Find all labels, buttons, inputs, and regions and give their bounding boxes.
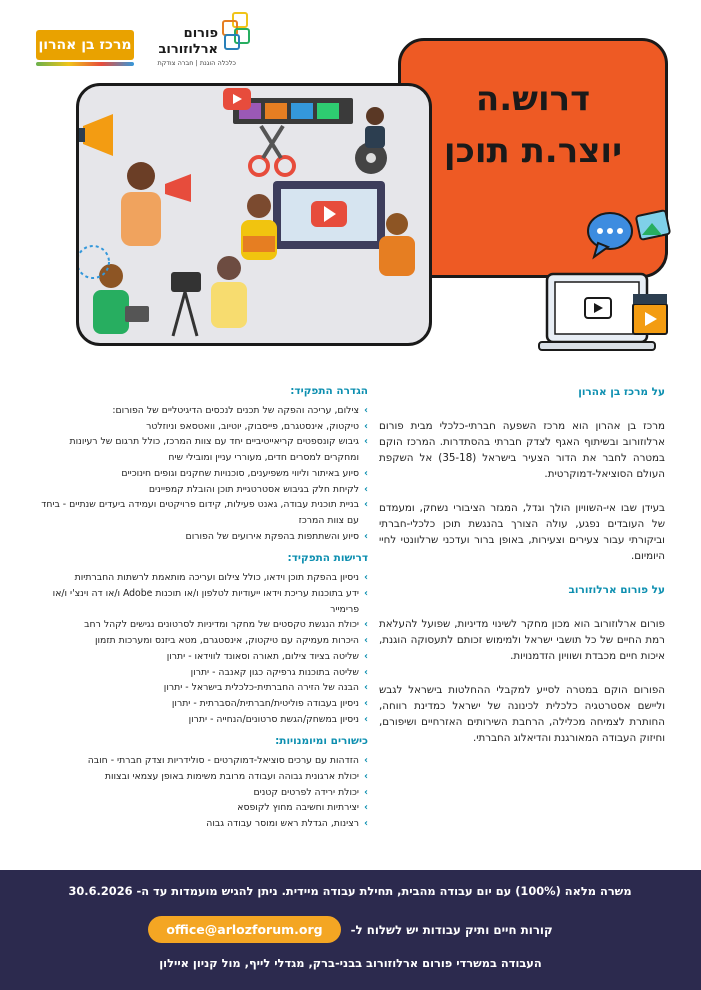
about-forum-paragraph-1: פורום ארלוזורוב הוא מכון מחקר לשינוי מדיניות, שפועל להעלאת רמת החיים של כל תושבי ישראל ולמימוש זכותם לתעסוקה הוגנת, איכות חיים מכבדת ושוויון הזדמנויות. (379, 618, 665, 662)
about-center-paragraph-1: מרכז בן אהרון הוא מרכז השפעה חברתי-כלכלי מבית פורום ארלוזורוב ובשיתוף האגף לצדק חברתי בהסתדרות. המרכז הוקם במטרה לחבר את הדור הצעיר בישראל (35-18) אל השקפת העולם הסוציאל-דמוקרטית. (379, 420, 666, 480)
list-item: › הבנה של הזירה החברתית-כלכלית בישראל - יתרון (36, 680, 368, 696)
forum-logo-tagline: כלכלה הוגנת | חברה צודקת (157, 59, 236, 67)
footer-office-location: העבודה במשרדי פורום ארלוזורוב בבני-ברק, מגדלי לייף, מול קניון איילון (159, 956, 542, 970)
skills-heading: כישורים ומיומנויות: (275, 735, 368, 748)
skills-list (36, 753, 368, 832)
list-item: › לקיחת חלק בגיבוש אסטרטגיית תוכן והובלת קמפיינים (36, 482, 368, 498)
list-item: › סיוע באיתור וליווי משפיענים, סוכנויות שחקנים וגופים חינוכיים (36, 466, 368, 482)
list-item: › יכולת הנגשת טקסטים של מחקר ומדיניות לסרטונים נגישים לקהל רחב (36, 617, 368, 633)
creators-illustration-graphic (76, 86, 429, 346)
forum-logo-line2: ארלוזורוב (158, 42, 218, 57)
footer-job-terms: משרה מלאה (100%) עם יום עבודה מהבית, תחילת עבודה מיידית. ניתן להגיש מועמדות עד ה- 30.6.2026 (68, 884, 632, 898)
ben-aharon-logo (36, 30, 134, 60)
about-column (379, 384, 665, 764)
forum-logo-squares-icon (220, 12, 250, 52)
list-item: › ידע בתוכנות עריכת וידאו ייעודיות לטלפון ו/או תוכנות Adobe ו/או דה וינצ'י ו/או פרימייר (36, 586, 368, 617)
footer-banner (0, 870, 701, 990)
requirements-list (36, 570, 368, 727)
job-details-column (36, 383, 368, 836)
arlozorov-forum-logo (150, 12, 250, 70)
requirements-heading: דרישות התפקיד: (287, 552, 368, 565)
list-item: › ניסיון בעבודה פוליטית/חברתית/הסברתית - יתרון (36, 696, 368, 712)
title-line1: דרוש.ה (475, 79, 591, 119)
list-item: › ניסיון בהפקת תוכן וידאו, כולל צילום ועריכה מותאמת לרשתות החברתיות (36, 570, 368, 586)
title-line2: יוצר.ת תוכן (443, 131, 623, 171)
footer-contact-row (0, 916, 701, 943)
content-creators-illustration (76, 83, 432, 346)
about-forum-heading: על פורום ארלוזורוב (568, 584, 665, 596)
list-item: › שליטה בתוכנות גרפיקה כגון קאנבה - יתרון (36, 665, 368, 681)
laptop-media-illustration (537, 268, 677, 378)
footer-send-cv-text: קורות חיים ותיק עבודות יש לשלוח ל- (350, 922, 553, 937)
list-item: › בניית תוכנית עבודה, גאנט פעילות, קידום פרויקטים ועמידה ביעדים שנתיים - ביחד עם צוות המרכז (36, 497, 368, 528)
list-item: › יכולת ירידה לפרטים קטנים (36, 785, 368, 801)
chat-and-image-icons (584, 205, 674, 265)
about-forum-paragraph-2: הפורום הוקם במטרה לסייע למקבלי ההחלטות בישראל לגבש וליישם אסטרטגיה כלכלית לכינונה של ישראל כמדינת רווחה, החותרת לצמיחה מכלילה, הרחבת השירותים האזרחיים ושיפורם, וחיזוק העבודה המאורגנת והדיאלוג החברתי. (379, 684, 665, 744)
list-item: › שליטה בציוד צילום, תאורה וסאונד לווידאו - יתרון (36, 649, 368, 665)
list-item: › הזדהות עם ערכים סוציאל-דמוקרטים - סולידריות וצדק חברתי - חובה (36, 753, 368, 769)
list-item: › סיוע והשתתפות בהפקת אירועים של הפורום (36, 529, 368, 545)
email-link[interactable]: office@arlozforum.org (148, 916, 340, 943)
list-item: › גיבוש קונספטים קריאייטיביים יחד עם צוות המרכז, כולל תרגום של רעיונות ומחקרים למסרים חדים, מעוררי עניין ומובילי שיח (36, 434, 368, 465)
list-item: › צילום, עריכה והפקה של תכנים לנכסים הדיגיטליים של הפורום: (36, 403, 368, 419)
list-item: › רצינות, הגדלת ראש ומוסר עבודה גבוה (36, 816, 368, 832)
list-item: › טיקטוק, אינסטגרם, פייסבוק, יוטיוב, וואטסאפ וניוזלטר (36, 419, 368, 435)
ben-aharon-logo-text: מרכז בן אהרון (38, 37, 132, 53)
list-item: › יצירתיות וחשיבה מחוץ לקופסא (36, 800, 368, 816)
about-center-paragraph-2: בעידן שבו אי-השוויון הולך וגדל, המגזר הציבורי נשחק, ומעמדם של העובדים נפגע, עולה הצורך בהנגשת תוכן כלכלי-חברתי וביקורתי עבור צעירים וצעירות, באופן ברור ועדכני שרלוונטי לחיי היומיום. (379, 502, 665, 562)
list-item: › ניסיון במשחק/הגשת סרטונים/הנחייה - יתרון (36, 712, 368, 728)
forum-logo-line1: פורום (183, 26, 218, 41)
job-definition-list (36, 403, 368, 544)
list-item: › יכולת ארגונית גבוהה ועבודה מרובת משימות באופן עצמאי ובצוות (36, 769, 368, 785)
about-center-heading: על מרכז בן אהרון (578, 386, 665, 398)
logo-color-bar (36, 62, 134, 66)
list-item: › היכרות מעמיקה עם טיקטוק, אינסטגרם, מטא ביזנס ומערכות תזמון (36, 633, 368, 649)
job-definition-heading: הגדרה התפקיד: (290, 385, 368, 397)
laptop-media-graphic (537, 268, 677, 378)
